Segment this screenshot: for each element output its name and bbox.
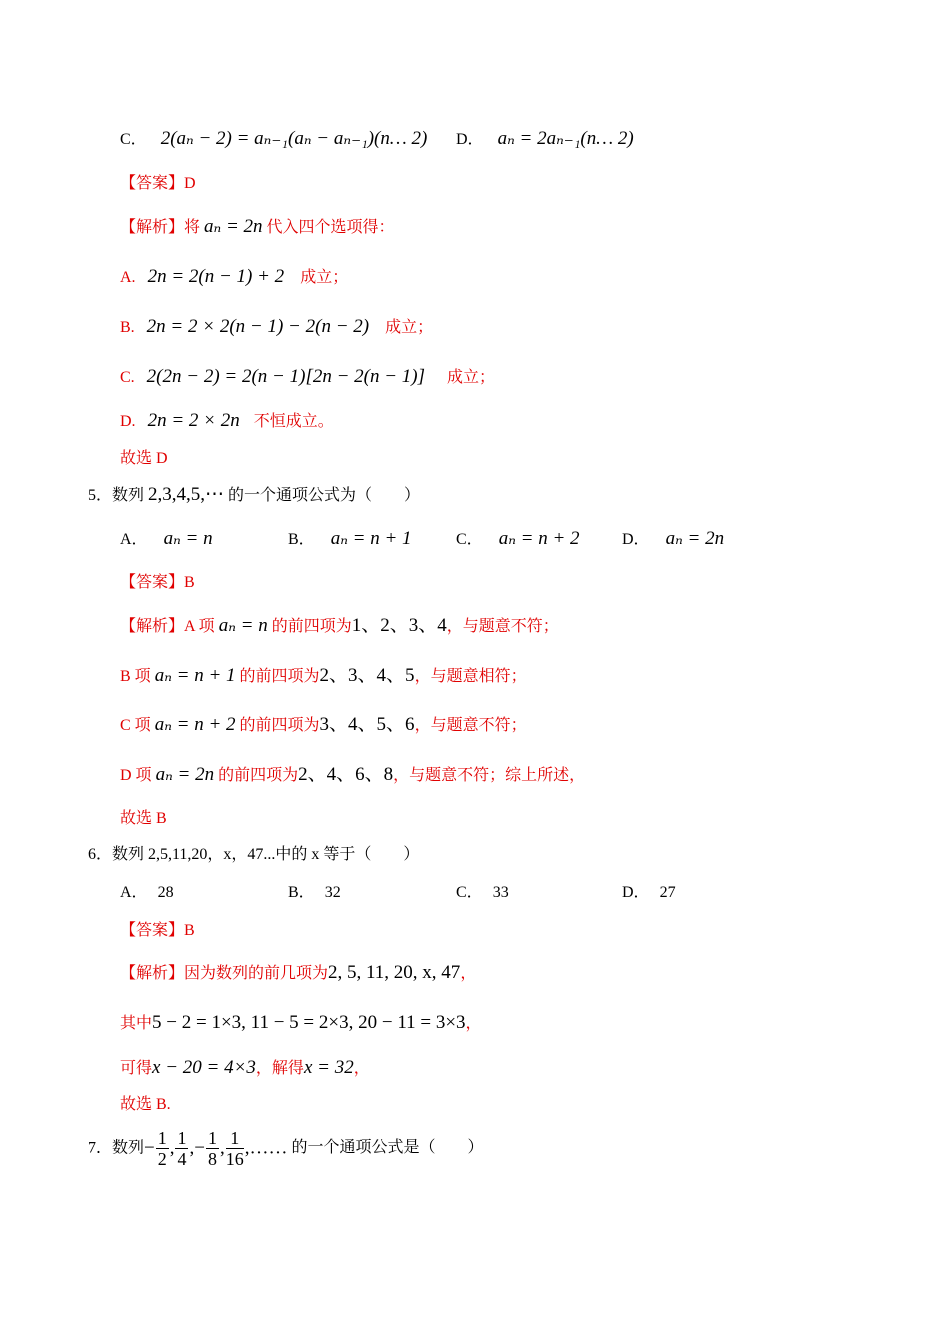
formula: aₙ = 2n bbox=[665, 528, 725, 549]
q6-option-d: D． 27 bbox=[622, 884, 676, 901]
q5-option-a: A． aₙ = n bbox=[120, 528, 213, 549]
q4-analysis-a: A. 2n = 2(n − 1) + 2 成立； bbox=[120, 266, 349, 287]
ellipsis: ,…… bbox=[244, 1137, 288, 1159]
option-label: C． bbox=[120, 131, 147, 148]
terms: 2、4、6、8 bbox=[298, 764, 394, 785]
q5-option-d: D． aₙ = 2n bbox=[622, 528, 725, 549]
formula: aₙ = n + 1 bbox=[154, 665, 236, 686]
option-formula: 2(aₙ − 2) = aₙ₋₁(aₙ − aₙ₋₁)(n… 2) bbox=[160, 128, 428, 149]
option-formula: aₙ = 2aₙ₋₁(n… 2) bbox=[497, 128, 634, 149]
fraction-sign: − bbox=[194, 1137, 205, 1159]
q5-analysis-b: B 项 aₙ = n + 1 的前四项为2、3、4、5，与题意相符； bbox=[120, 665, 527, 686]
q5-analysis-a: 【解析】A 项 aₙ = n 的前四项为1、2、3、4，与题意不符； bbox=[120, 615, 559, 636]
q4-option-d bbox=[456, 128, 634, 151]
formula: 2n = 2 × 2(n − 1) − 2(n − 2) bbox=[146, 316, 370, 337]
q7-stem: 7．数列− $\frac{1}{2}$ , $\frac{1}{4}$ ,− $\frac{1}{8}$ , $\frac{1}{16}$ ,…… 的一个通项公式是（ ） bbox=[88, 1127, 484, 1169]
terms: 3、4、5、6 bbox=[319, 714, 415, 735]
formula: 2n = 2 × 2n bbox=[147, 410, 240, 431]
formula: 2n = 2(n − 1) + 2 bbox=[147, 266, 285, 287]
q4-analysis-b: B. 2n = 2 × 2(n − 1) − 2(n − 2) 成立； bbox=[120, 316, 434, 337]
q6-option-b: B． 32 bbox=[288, 884, 341, 901]
formula: x − 20 = 4×3 bbox=[152, 1057, 256, 1078]
q5-option-c: C． aₙ = n + 2 bbox=[456, 528, 580, 549]
q4-analysis-d: D. 2n = 2 × 2n 不恒成立。 bbox=[120, 410, 334, 431]
formula: aₙ = n + 1 bbox=[330, 528, 412, 549]
fraction: $\frac{1}{4}$ bbox=[177, 1127, 187, 1169]
q5-analysis-d: D 项 aₙ = 2n 的前四项为2、4、6、8，与题意不符；综上所述， bbox=[120, 764, 586, 785]
option-label: D． bbox=[456, 131, 484, 148]
q6-analysis-1: 【解析】因为数列的前几项为2, 5, 11, 20, x, 47， bbox=[120, 962, 477, 983]
q6-stem: 6．数列 2,5,11,20，x，47...中的 x 等于（ ） bbox=[88, 846, 420, 863]
formula: x = 32 bbox=[303, 1057, 354, 1078]
terms: 2、3、4、5 bbox=[319, 665, 415, 686]
q6-option-a: A． 28 bbox=[120, 884, 174, 901]
formula: aₙ = n bbox=[218, 615, 268, 636]
formula: aₙ = n + 2 bbox=[498, 528, 580, 549]
formula: aₙ = 2n bbox=[155, 764, 215, 785]
q4-conclusion: 故选 D bbox=[120, 450, 168, 467]
formula: aₙ = n bbox=[163, 528, 213, 549]
fraction: $\frac{1}{16}$ bbox=[225, 1127, 244, 1169]
formula: aₙ = 2n bbox=[204, 216, 263, 237]
q4-analysis-intro: 【解析】将 aₙ = 2n 代入四个选项得： bbox=[120, 216, 395, 237]
q6-conclusion: 故选 B. bbox=[120, 1096, 171, 1113]
q5-option-b: B． aₙ = n + 1 bbox=[288, 528, 412, 549]
q6-answer: 【答案】B bbox=[120, 922, 195, 939]
q6-analysis-2: 其中5 − 2 = 1×3, 11 − 5 = 2×3, 20 − 11 = 3×3， bbox=[120, 1012, 482, 1033]
q5-stem: 5．数列 2,3,4,5,⋯ 的一个通项公式为（ ） bbox=[88, 484, 421, 505]
fraction: $\frac{1}{2}$ bbox=[157, 1127, 167, 1169]
q5-conclusion: 故选 B bbox=[120, 810, 167, 827]
terms: 1、2、3、4 bbox=[351, 615, 447, 636]
q4-analysis-c: C. 2(2n − 2) = 2(n − 1)[2n − 2(n − 1)] 成立； bbox=[120, 366, 496, 387]
q6-option-c: C． 33 bbox=[456, 884, 509, 901]
formula: 2, 5, 11, 20, x, 47 bbox=[328, 962, 461, 983]
fraction-sign: − bbox=[144, 1137, 155, 1159]
q4-answer: 【答案】D bbox=[120, 175, 196, 192]
formula: 2(2n − 2) = 2(n − 1)[2n − 2(n − 1)] bbox=[146, 366, 426, 387]
q5-answer: 【答案】B bbox=[120, 574, 195, 591]
q4-option-c bbox=[120, 128, 427, 151]
formula: aₙ = n + 2 bbox=[154, 714, 236, 735]
formula: 2,3,4,5,⋯ bbox=[148, 484, 225, 505]
q6-analysis-3: 可得x − 20 = 4×3，解得x = 32， bbox=[120, 1057, 370, 1078]
formula: 5 − 2 = 1×3, 11 − 5 = 2×3, 20 − 11 = 3×3 bbox=[152, 1012, 466, 1033]
q5-analysis-c: C 项 aₙ = n + 2 的前四项为3、4、5、6，与题意不符； bbox=[120, 714, 527, 735]
fraction: $\frac{1}{8}$ bbox=[207, 1127, 217, 1169]
